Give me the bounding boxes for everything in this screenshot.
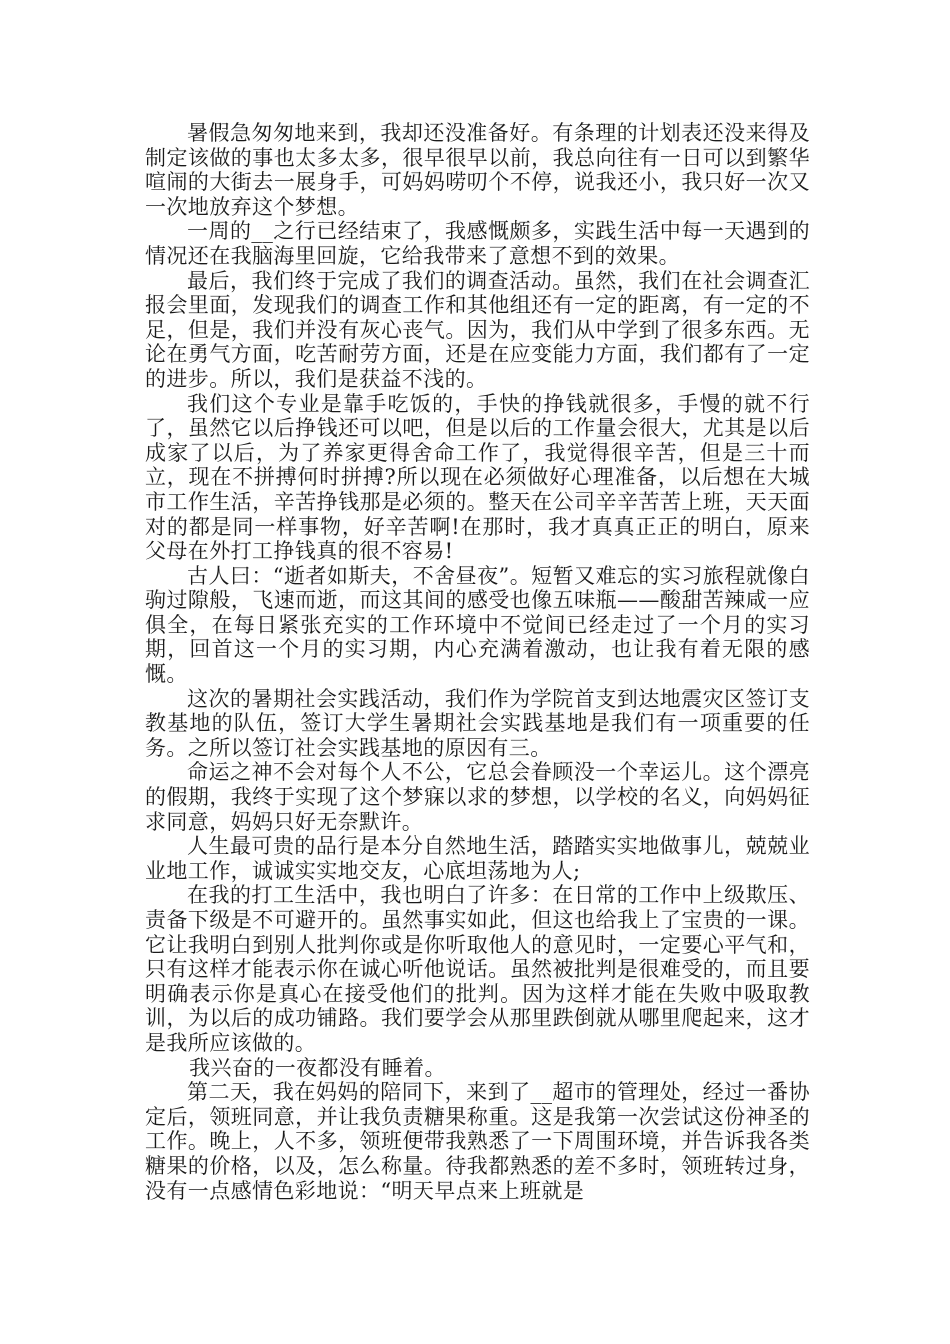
paragraph-9: 在我的打工生活中，我也明白了许多：在日常的工作中上级欺压、责备下级是不可避开的。虽然事实如此，但这也给我上了宝贵的一课。它让我明白到别人批判你或是你听取他人的意见时，一定要心平气和，只有这样才能表示你在诚心听他说话。虽然被批判是很难受的，而且要明确表示你是真心在接受他们的批判。因为这样才能在失败中吸取教训，为以后的成功铺路。我们要学会从那里跌倒就从哪里爬起来，这才是我所应该做的。 [145, 883, 810, 1055]
paragraph-6: 这次的暑期社会实践活动，我们作为学院首支到达地震灾区签订支教基地的队伍，签订大学生暑期社会实践基地是我们有一项重要的任务。之所以签订社会实践基地的原因有三。 [145, 686, 810, 760]
paragraph-11: 第二天，我在妈妈的陪同下，来到了__超市的管理处，经过一番协定后，领班同意，并让我负责糖果称重。这是我第一次尝试这份神圣的工作。晚上，人不多，领班便带我熟悉了一下周围环境，并告诉我各类糖果的价格，以及，怎么称量。待我都熟悉的差不多时，领班转过身，没有一点感情色彩地说：“明天早点来上班就是 [145, 1080, 810, 1203]
paragraph-2: 一周的__之行已经结束了，我感慨颇多，实践生活中每一天遇到的情况还在我脑海里回旋，它给我带来了意想不到的效果。 [145, 219, 810, 268]
document-body [145, 121, 810, 1203]
paragraph-4: 我们这个专业是靠手吃饭的，手快的挣钱就很多，手慢的就不行了，虽然它以后挣钱还可以吧，但是以后的工作量会很大，尤其是以后成家了以后，为了养家更得舍命工作了，我觉得很辛苦，但是三十而立，现在不拼搏何时拼搏?所以现在必须做好心理准备，以后想在大城市工作生活，辛苦挣钱那是必须的。整天在公司辛辛苦苦上班，天天面对的都是同一样事物，好辛苦啊!在那时，我才真真正正的明白，原来父母在外打工挣钱真的很不容易! [145, 391, 810, 564]
paragraph-5: 古人曰：“逝者如斯夫，不舍昼夜”。短暂又难忘的实习旅程就像白驹过隙般，飞速而逝，而这其间的感受也像五味瓶——酸甜苦辣咸一应俱全，在每日紧张充实的工作环境中不觉间已经走过了一个月的实习期，回首这一个月的实习期，内心充满着激动，也让我有着无限的感慨。 [145, 563, 810, 687]
paragraph-10: 我兴奋的一夜都没有睡着。 [189, 1055, 446, 1080]
paragraph-3: 最后，我们终于完成了我们的调查活动。虽然，我们在社会调查汇报会里面，发现我们的调查工作和其他组还有一定的距离，有一定的不足，但是，我们并没有灰心丧气。因为，我们从中学到了很多东西。无论在勇气方面，吃苦耐劳方面，还是在应变能力方面，我们都有了一定的进步。所以，我们是获益不浅的。 [145, 268, 810, 391]
paragraph-8: 人生最可贵的品行是本分自然地生活，踏踏实实地做事儿，兢兢业业地工作，诚诚实实地交友，心底坦荡地为人; [145, 834, 810, 883]
paragraph-1: 暑假急匆匆地来到，我却还没准备好。有条理的计划表还没来得及制定该做的事也太多太多，很早很早以前，我总向往有一日可以到繁华喧闹的大街去一展身手，可妈妈唠叨个不停，说我还小，我只好一次又一次地放弃这个梦想。 [145, 121, 810, 219]
paragraph-7: 命运之神不会对每个人不公，它总会眷顾没一个幸运儿。这个漂亮的假期，我终于实现了这个梦寐以求的梦想，以学校的名义，向妈妈征求同意，妈妈只好无奈默许。 [145, 760, 810, 834]
